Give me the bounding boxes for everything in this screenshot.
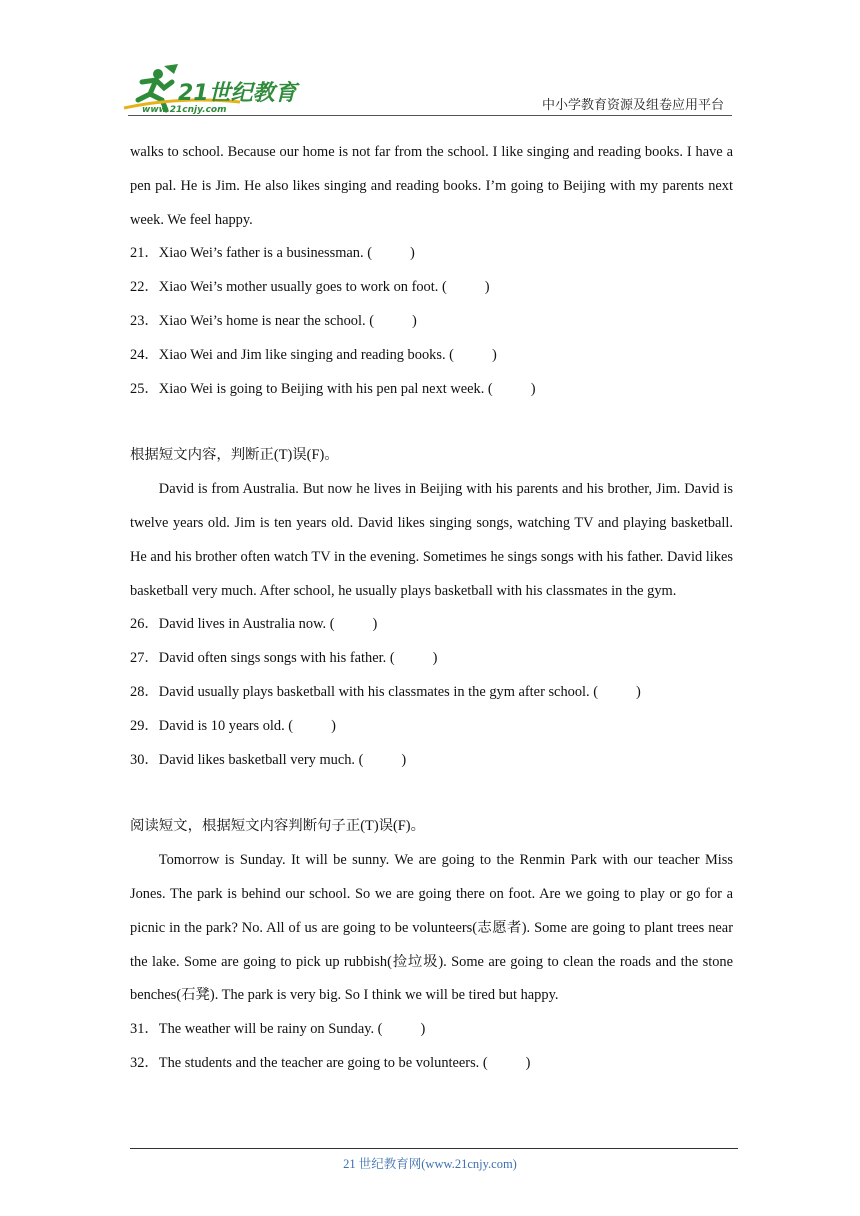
question-29: 29．David is 10 years old. ( ) (130, 717, 336, 734)
question-32: 32．The students and the teacher are going to be volunteers. ( ) (130, 1054, 531, 1071)
page-footer[interactable]: 21 世纪教育网(www.21cnjy.com) (343, 1157, 517, 1171)
question-list-3 (130, 1013, 733, 1081)
footer-divider (130, 1148, 738, 1149)
worksheet-content (130, 136, 733, 1081)
svg-text:www.21cnjy.com: www.21cnjy.com (142, 105, 227, 114)
question-22: 22．Xiao Wei’s mother usually goes to work on foot. ( ) (130, 279, 490, 296)
question-24: 24．Xiao Wei and Jim like singing and reading books. ( ) (130, 346, 497, 363)
section-3-instruction: 阅读短文，根据短文内容判断句子正(T)误(F)。 (130, 818, 425, 835)
section-2-instruction: 根据短文内容，判断正(T)误(F)。 (130, 447, 339, 464)
question-list-1 (130, 237, 733, 406)
question-23: 23．Xiao Wei’s home is near the school. ( ) (130, 312, 417, 329)
question-26: 26．David lives in Australia now. ( ) (130, 616, 378, 633)
question-30: 30．David likes basketball very much. ( ) (130, 751, 407, 768)
question-25: 25．Xiao Wei is going to Beijing with his pen pal next week. ( ) (130, 380, 536, 397)
section-2-passage: David is from Australia. But now he lives in Beijing with his parents and his brother, Jim. David is twelve years old. Jim is ten years old. David likes singing songs, watching TV and playing basketball. He and his brother often watch TV in the evening. Sometimes he sings songs with his father. David likes basketball very much. After school, he usually plays basketball with his classmates in the gym. (130, 481, 733, 599)
header-divider (128, 115, 732, 116)
runner-logo-icon (120, 62, 320, 114)
question-21: 21．Xiao Wei’s father is a businessman. ( ) (130, 245, 415, 262)
question-list-2 (130, 608, 733, 777)
section-3-passage: Tomorrow is Sunday. It will be sunny. We are going to the Renmin Park with our teacher Miss Jones. The park is behind our school. So we are going there on foot. Are we going to play or go for a picnic in the park? No. All of us are going to be volunteers(志愿者). Some are going to plant trees near the lake. Some are going to pick up rubbish(捡垃圾). Some are going to clean the roads and the stone benches(石凳). The park is very big. So I think we will be tired but happy. (130, 852, 733, 1004)
question-27: 27．David often sings songs with his father. ( ) (130, 650, 438, 667)
platform-title: 中小学教育资源及组卷应用平台 (541, 98, 724, 113)
passage-1-tail: walks to school. Because our home is not far from the school. I like singing and reading books. I have a pen pal. He is Jim. He also likes singing and reading books. I’m going to Beijing with my parents next week. We feel happy. (130, 144, 733, 228)
question-28: 28．David usually plays basketball with his classmates in the gym after school. ( ) (130, 683, 641, 700)
question-31: 31．The weather will be rainy on Sunday. ( ) (130, 1021, 426, 1038)
site-logo (120, 62, 320, 112)
page-header (120, 62, 740, 117)
svg-text:21世纪教育: 21世纪教育 (178, 81, 297, 106)
